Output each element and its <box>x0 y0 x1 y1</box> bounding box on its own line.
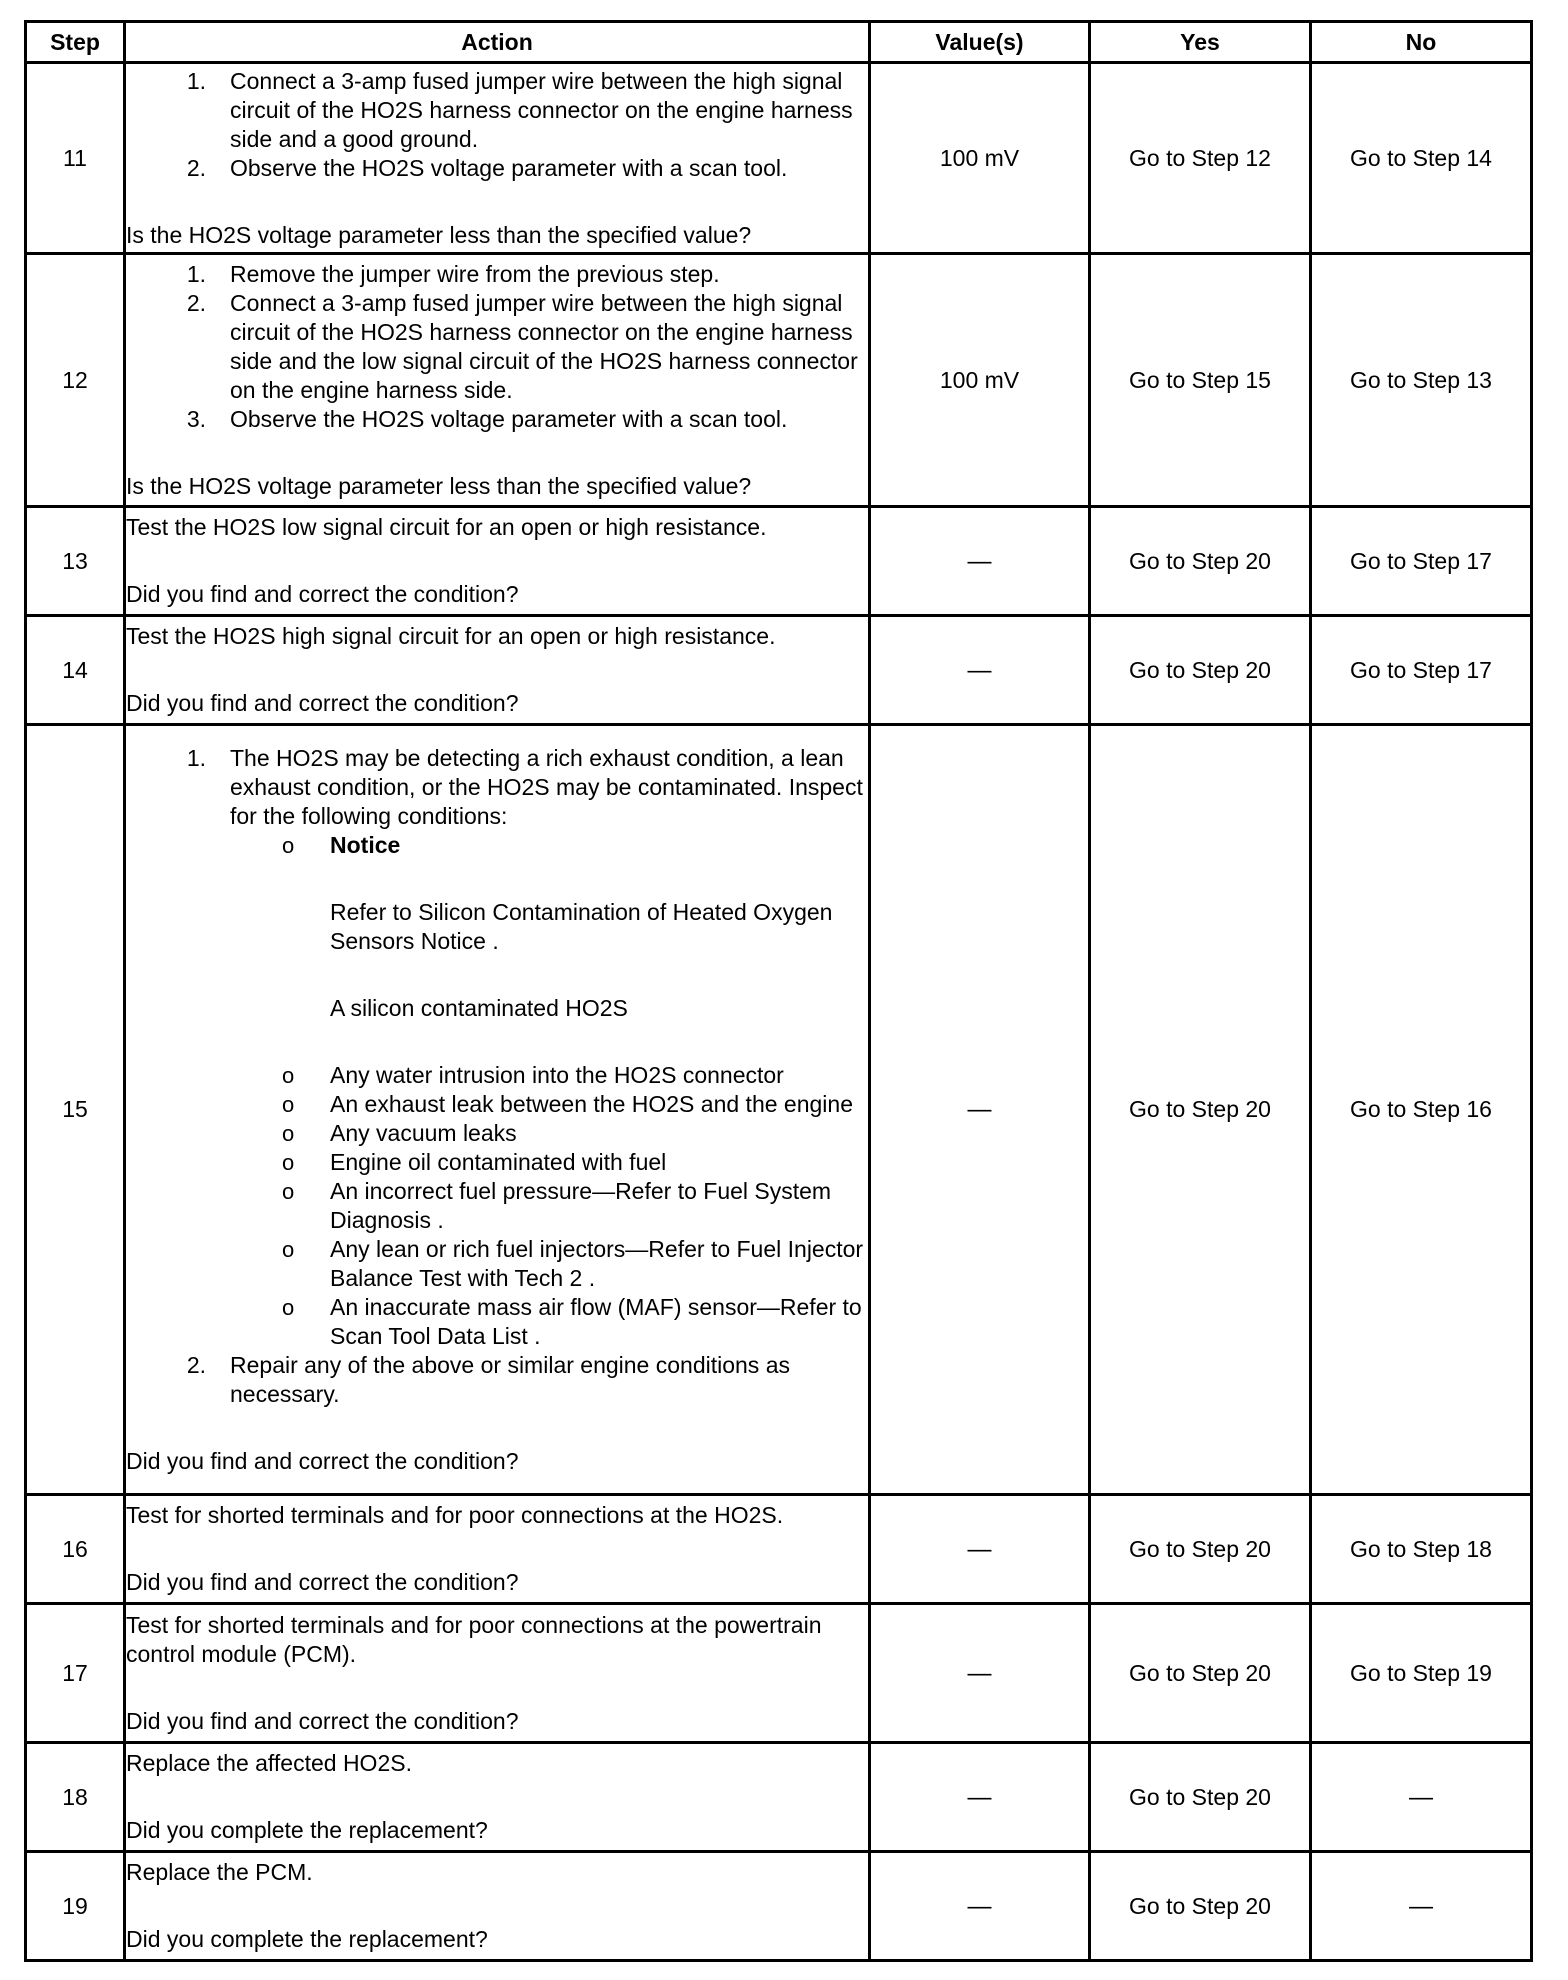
header-step: Step <box>26 22 125 63</box>
no-cell: Go to Step 18 <box>1311 1495 1532 1604</box>
action-question: Is the HO2S voltage parameter less than the specified value? <box>126 221 752 248</box>
value-cell: — <box>870 1743 1090 1852</box>
action-step: 1. The HO2S may be detecting a rich exhaust condition, a lean exhaust condition, or the HO2S may be contaminated. Inspect for the following conditions: o Notice Refer to Silicon Contamination of Heated Oxygen Sensors Notice . A silicon contaminated HO2S o Any water intrusion into the HO2S connector o An exhaust leak between the HO2S and the engine o Any vacuum leaks o Engine oil contaminated with fuel o An incorrect fuel pressure—Refer to Fuel System Diagnosis . o Any lean or rich fuel injectors—Refer to Fuel Injector Balance Test with Tech 2 . o An inaccurate mass air flow (MAF) sensor—Refer to Scan Tool Data List . <box>230 744 868 1351</box>
yes-cell: Go to Step 12 <box>1090 63 1311 254</box>
condition-item: o Any water intrusion into the HO2S connector <box>282 1061 784 1088</box>
value-cell: — <box>870 725 1090 1495</box>
yes-cell: Go to Step 20 <box>1090 1743 1311 1852</box>
yes-cell: Go to Step 20 <box>1090 507 1311 616</box>
action-cell <box>125 1743 870 1852</box>
action-question: Did you complete the replacement? <box>126 1817 488 1843</box>
table-row <box>26 254 1532 507</box>
yes-cell: Go to Step 20 <box>1090 1604 1311 1743</box>
action-text: Replace the affected HO2S. <box>126 1750 412 1776</box>
step-number: 19 <box>26 1852 125 1961</box>
header-row <box>26 22 1532 63</box>
table-row <box>26 1495 1532 1604</box>
action-text: Test for shorted terminals and for poor connections at the HO2S. <box>126 1502 784 1528</box>
value-cell: — <box>870 1495 1090 1604</box>
yes-cell: Go to Step 20 <box>1090 1852 1311 1961</box>
step-number: 17 <box>26 1604 125 1743</box>
action-step: 1. Remove the jumper wire from the previous step. <box>186 260 720 287</box>
header-yes: Yes <box>1090 22 1311 63</box>
action-step: 1. Connect a 3-amp fused jumper wire between the high signal circuit of the HO2S harness connector on the engine harness side and a good ground. <box>186 67 853 152</box>
action-cell <box>125 1604 870 1743</box>
yes-cell: Go to Step 15 <box>1090 254 1311 507</box>
no-cell: Go to Step 13 <box>1311 254 1532 507</box>
step-number: 11 <box>26 63 125 254</box>
action-steps <box>126 744 868 1409</box>
step-number: 15 <box>26 725 125 1495</box>
action-text: Replace the PCM. <box>126 1859 313 1885</box>
yes-cell: Go to Step 20 <box>1090 1495 1311 1604</box>
action-question: Did you find and correct the condition? <box>126 1569 519 1595</box>
condition-item: o An exhaust leak between the HO2S and the engine <box>282 1090 853 1117</box>
condition-list <box>230 831 868 1351</box>
value-cell: — <box>870 1604 1090 1743</box>
no-cell: Go to Step 17 <box>1311 507 1532 616</box>
condition-item: o An inaccurate mass air flow (MAF) sensor—Refer to Scan Tool Data List . <box>282 1293 862 1349</box>
condition-item: o Engine oil contaminated with fuel <box>282 1148 667 1175</box>
action-cell <box>125 1852 870 1961</box>
action-steps <box>126 67 868 183</box>
yes-cell: Go to Step 20 <box>1090 616 1311 725</box>
step-number: 12 <box>26 254 125 507</box>
action-question: Is the HO2S voltage parameter less than the specified value? <box>126 472 752 499</box>
no-cell: — <box>1311 1743 1532 1852</box>
action-text: Test the HO2S high signal circuit for an open or high resistance. <box>126 623 776 649</box>
no-cell: Go to Step 19 <box>1311 1604 1532 1743</box>
table-row <box>26 507 1532 616</box>
value-cell: — <box>870 507 1090 616</box>
value-cell: — <box>870 616 1090 725</box>
header-action: Action <box>125 22 870 63</box>
action-question: Did you complete the replacement? <box>126 1926 488 1952</box>
action-cell <box>125 507 870 616</box>
action-cell <box>125 63 870 254</box>
table-row <box>26 1604 1532 1743</box>
notice-item: o Notice Refer to Silicon Contamination of Heated Oxygen Sensors Notice . A silicon contaminated HO2S <box>330 831 868 1023</box>
table-row <box>26 725 1532 1495</box>
table-row <box>26 1743 1532 1852</box>
action-cell <box>125 725 870 1495</box>
action-cell <box>125 616 870 725</box>
diagnostic-table <box>24 20 1533 1962</box>
action-question: Did you find and correct the condition? <box>126 581 519 607</box>
header-values: Value(s) <box>870 22 1090 63</box>
action-steps <box>126 260 868 434</box>
value-cell: — <box>870 1852 1090 1961</box>
notice-title: Notice <box>330 831 401 858</box>
action-question: Did you find and correct the condition? <box>126 1707 519 1734</box>
action-text: Test for shorted terminals and for poor connections at the powertrain control module (PCM). <box>126 1611 822 1667</box>
notice-text-2: A silicon contaminated HO2S <box>330 994 628 1021</box>
header-no: No <box>1311 22 1532 63</box>
value-cell: 100 mV <box>870 254 1090 507</box>
condition-item: o An incorrect fuel pressure—Refer to Fuel System Diagnosis . <box>282 1177 832 1233</box>
step-number: 13 <box>26 507 125 616</box>
condition-item: o Any lean or rich fuel injectors—Refer to Fuel Injector Balance Test with Tech 2 . <box>282 1235 864 1291</box>
action-step: 2. Connect a 3-amp fused jumper wire between the high signal circuit of the HO2S harness connector on the engine harness side and the low signal circuit of the HO2S harness connector on the engine harness side. <box>186 289 858 403</box>
table-row <box>26 63 1532 254</box>
no-cell: Go to Step 16 <box>1311 725 1532 1495</box>
step-number: 16 <box>26 1495 125 1604</box>
action-step: 2. Repair any of the above or similar engine conditions as necessary. <box>186 1351 790 1407</box>
no-cell: Go to Step 17 <box>1311 616 1532 725</box>
no-cell: Go to Step 14 <box>1311 63 1532 254</box>
yes-cell: Go to Step 20 <box>1090 725 1311 1495</box>
action-question: Did you find and correct the condition? <box>126 1447 519 1474</box>
action-question: Did you find and correct the condition? <box>126 690 519 716</box>
action-cell <box>125 254 870 507</box>
no-cell: — <box>1311 1852 1532 1961</box>
notice-text: Refer to Silicon Contamination of Heated Oxygen Sensors Notice . <box>330 898 833 954</box>
step-number: 14 <box>26 616 125 725</box>
value-cell: 100 mV <box>870 63 1090 254</box>
condition-item: o Any vacuum leaks <box>282 1119 517 1146</box>
action-cell <box>125 1495 870 1604</box>
step-number: 18 <box>26 1743 125 1852</box>
table-row <box>26 616 1532 725</box>
action-step: 2. Observe the HO2S voltage parameter with a scan tool. <box>186 154 788 181</box>
action-step: 3. Observe the HO2S voltage parameter with a scan tool. <box>186 405 788 432</box>
action-text: Test the HO2S low signal circuit for an open or high resistance. <box>126 514 767 540</box>
table-row <box>26 1852 1532 1961</box>
